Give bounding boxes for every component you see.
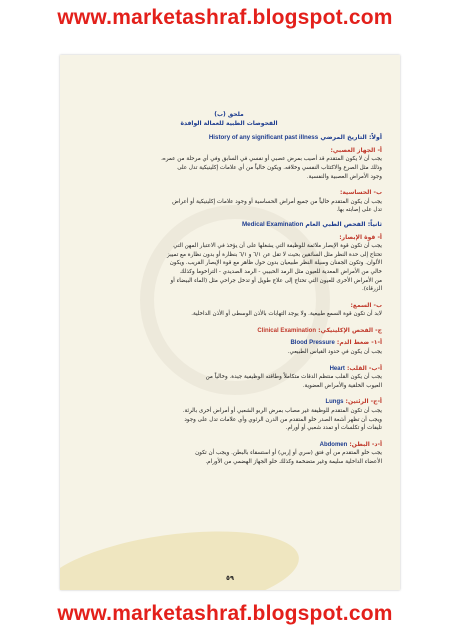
item-lungs xyxy=(76,398,382,407)
heart-title-en: Heart xyxy=(329,365,345,372)
lungs-title-en: Lungs xyxy=(325,399,344,406)
paragraph-line: يجب أن لا يكون المتقدم قد أصيب بمرض عصبي أو نفسي في السابق وفي أي مرحلة من عمره، xyxy=(161,156,382,163)
paragraph-line: الأعضاء الداخلية سليمة وغير متضخمة وكذلك خلو الجهاز الهضمي من الأورام. xyxy=(205,459,382,465)
paragraph-line: تليفات أو تكلسات أو تمدد شعبي أو أورام. xyxy=(285,425,382,432)
page-number: ٥٩ xyxy=(226,574,234,582)
clinical-exam-title-ar: ج- الفحص الإكلينيكي: xyxy=(318,326,382,334)
paragraph-line: يجب خلو المتقدم من أي فتق (سري أو إربي) أو استسقاء بالبطن. ويجب أن تكون xyxy=(195,450,382,457)
paragraph-line: من الأمراض الأخرى للعيون التي تحتاج إلى علاج طويل أو تدخل جراحي مثل (الماء البيضاء أو xyxy=(170,277,382,284)
paragraph-line: يجب أن يكون المتقدم خالياً من جميع أمراض الحساسية أو وجود علامات إكلينيكية أو أعراض xyxy=(172,198,382,205)
paragraph-line: وجود الأمراض العصبية والنفسية. xyxy=(306,173,382,180)
paragraph-line: يجب أن يكون القلب منتظم الدقات متكاملاً وطاقته الوظيفية جيدة. وخالياً من xyxy=(205,374,382,381)
abdomen-title-ar: أ-د- البطن: xyxy=(349,440,382,448)
paragraph-line: لابد أن تكون قوة السمع طبيعية. ولا يوجد التهابات بالأذن الوسطى أو الأذن الداخلية. xyxy=(191,311,382,318)
document-page xyxy=(60,55,400,590)
paragraph-line: الألوان. وتكون الجفنان وسيلة النظر طبيعيان بدون حول ظاهر مع قوة الإبصار القريب. ويكون xyxy=(169,260,382,267)
item-heart xyxy=(76,365,382,374)
section-2-heading-ar: ثانياً: الفحص الطبي العام xyxy=(305,220,382,228)
heart-title-ar: أ-ب- القلب: xyxy=(347,364,382,372)
paragraph-line: العيوب الخلقية والأمراض العضوية. xyxy=(302,382,382,389)
item-blood-pressure xyxy=(76,339,382,348)
subsection-vision: أ- قوة الإبصار: xyxy=(339,233,382,241)
blood-pressure-title-en: Blood Pressure xyxy=(290,340,335,347)
abdomen-title-en: Abdomen xyxy=(319,441,348,448)
section-1-heading-ar: أولاً: التاريخ المرضي xyxy=(320,134,382,142)
blog-url-banner-bottom[interactable]: www.marketashraf.blogspot.com xyxy=(57,602,393,625)
paragraph-line: يجب أن تكون قوة الإبصار ملائمة للوظيفة التي يشغلها على أن يؤخذ في الاعتبار المهن التي xyxy=(173,243,382,250)
section-1-heading xyxy=(76,134,382,143)
section-1-heading-en: History of any significant past illness xyxy=(208,134,319,142)
paragraph-line: يجب أن تكون المتقدم للوظيفة غير مصاب بمرض الربو الشعبي أو أمراض أخرى بالرئة. xyxy=(182,408,382,415)
annex-label: ملحق (ب) xyxy=(214,111,244,118)
paragraph-line: تدل على إصابته بها. xyxy=(336,207,382,214)
subsection-nervous-system: أ- الجهاز العصبي: xyxy=(330,146,382,154)
lungs-title-ar: أ-ج- الرئتين: xyxy=(345,398,382,406)
item-abdomen xyxy=(76,441,382,450)
paragraph-line: ويجب أن تظهر أشعة الصدر خلو المتقدم من الدرن الرئوي وأي علامات تدل على وجود xyxy=(184,416,382,423)
blood-pressure-title-ar: أ-١- ضغط الدم: xyxy=(336,339,382,347)
blog-url-banner-top[interactable]: www.marketashraf.blogspot.com xyxy=(57,6,393,29)
subsection-clinical-exam xyxy=(76,327,382,336)
subsection-hearing: ب- السمع: xyxy=(350,301,382,309)
paragraph-line: يجب أن يكون في حدود القياس الطبيعي. xyxy=(287,349,382,356)
subsection-allergy: ب- الحساسية: xyxy=(340,189,382,197)
clinical-exam-title-en: Clinical Examination xyxy=(257,327,316,334)
section-2-heading-en: Medical Examination xyxy=(242,220,304,228)
document-content xyxy=(76,111,382,467)
paragraph-line: تحتاج إلى حدة النظر مثل السائقين بحيث لا تقل عن ٦/١ و ٦/١ بنظارة أو بدون نظارة مع تمييز xyxy=(167,251,382,258)
paragraph-line: خالي من الأمراض المعدية للعيون مثل الرمد الحبيبي - الرمد الصديدي - التراخوما وكذلك xyxy=(179,268,382,275)
document-title: الفحوصات الطبية للعمالة الوافدة xyxy=(180,119,278,127)
section-2-heading xyxy=(76,221,382,230)
paragraph-line: وذلك مثل الصرع والاكتئاب النفسي وخلافه. ويكون خالياً من أي علامات إكلينيكية تدل على xyxy=(177,164,382,171)
paragraph-line: الزرقاء). xyxy=(361,286,382,293)
